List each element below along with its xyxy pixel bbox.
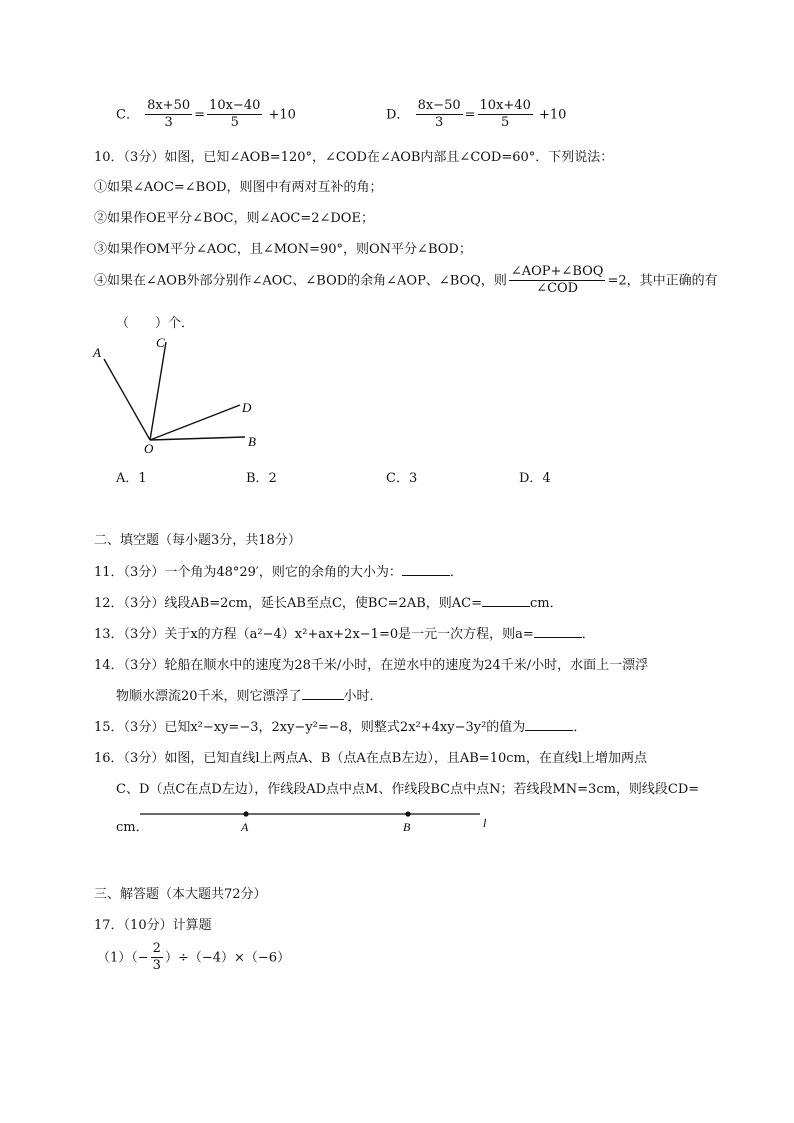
q9-c-tail: +10 xyxy=(268,107,296,123)
q12-tail: cm． xyxy=(530,596,563,611)
q13 xyxy=(94,623,595,642)
q9-d-tail: +10 xyxy=(538,107,567,123)
q16-line-1: 16．（3分）如图，已知直线l上两点A、B（点A在点B左边），且AB=10cm，在直线l上增加两点 xyxy=(94,751,647,766)
q10-s4-fraction xyxy=(509,264,606,298)
fraction-numerator: 10x−40 xyxy=(207,98,262,115)
q9-option-d xyxy=(386,98,566,132)
ray-oa xyxy=(104,359,150,440)
point-a xyxy=(243,811,248,816)
answer-blank xyxy=(525,718,573,731)
fraction-denominator: ∠COD xyxy=(536,281,579,297)
fraction-denominator: 3 xyxy=(164,115,173,131)
q9-option-d-label: D． xyxy=(386,107,410,123)
q16-line-figure xyxy=(138,805,498,835)
line-label-l: l xyxy=(483,816,487,830)
fraction-denominator: 3 xyxy=(434,115,444,131)
q16-line-3: cm． xyxy=(116,820,149,835)
point-label-b: B xyxy=(403,820,411,834)
equals-sign: = xyxy=(194,107,206,123)
fraction-numerator: 2 xyxy=(151,941,163,958)
q10-statement-4 xyxy=(94,264,718,298)
q11-text: 11．（3分）一个角为48°29′，则它的余角的大小为： xyxy=(94,565,402,580)
q11-tail: ． xyxy=(449,565,463,580)
fraction-numerator: ∠AOP+∠BOQ xyxy=(509,264,606,281)
q15-tail: ． xyxy=(573,720,587,735)
fraction-denominator: 3 xyxy=(152,958,161,974)
q12 xyxy=(94,592,563,611)
q10-s4-text: ④如果在∠AOB外部分别作∠AOC、∠BOD的余角∠AOP、∠BOQ，则 xyxy=(94,273,507,289)
equals-sign: = xyxy=(464,107,476,123)
q17-part-1 xyxy=(97,941,290,975)
q14-line-1: 14．（3分）轮船在顺水中的速度为28千米/小时，在逆水中的速度为24千米/小时，水面上一漂浮 xyxy=(94,658,649,673)
q10-option-c: C．3 xyxy=(386,471,418,486)
fraction-numerator: 10x+40 xyxy=(478,98,533,115)
point-label-d: D xyxy=(242,400,252,415)
q15 xyxy=(94,716,586,735)
answer-blank xyxy=(534,625,582,638)
fraction-numerator: 8x−50 xyxy=(416,98,463,115)
fraction-denominator: 5 xyxy=(501,115,510,131)
section-2-title: 二、填空题（每小题3分，共18分） xyxy=(94,533,301,548)
q13-tail: ． xyxy=(581,627,595,642)
q14-line-2 xyxy=(116,685,383,704)
q14-text: 物顺水漂流20千米，则它漂浮了 xyxy=(116,689,302,704)
q10-statement-1: ①如果∠AOC=∠BOD，则图中有两对互补的角； xyxy=(94,180,383,195)
fraction-denominator: 5 xyxy=(230,115,239,131)
q10-stem: 10．（3分）如图，已知∠AOB=120°，∠COD在∠AOB内部且∠COD=60°．下列说法： xyxy=(94,150,614,165)
q9-c-fraction-2 xyxy=(207,98,262,132)
q10-option-d: D．4 xyxy=(519,471,551,486)
q11 xyxy=(94,561,463,580)
point-label-c: C xyxy=(156,335,165,350)
q10-statement-2: ②如果作OE平分∠BOC，则∠AOC=2∠DOE； xyxy=(94,211,374,226)
q9-option-c-label: C． xyxy=(116,107,139,123)
answer-blank xyxy=(402,563,450,576)
q14-tail: 小时． xyxy=(343,689,383,704)
point-label-a: A xyxy=(241,820,249,834)
q10-statement-3: ③如果作OM平分∠AOC，且∠MON=90°，则ON平分∠BOD； xyxy=(94,242,472,257)
point-b xyxy=(405,811,410,816)
q10-option-a: A．1 xyxy=(116,471,147,486)
ray-oc xyxy=(150,342,166,440)
q9-d-fraction-2 xyxy=(478,98,533,132)
q9-option-c xyxy=(116,98,296,132)
point-label-a: A xyxy=(93,345,101,360)
ray-ob xyxy=(150,437,245,440)
answer-blank xyxy=(302,687,344,700)
q17-p1-tail: ）÷（−4）×（−6） xyxy=(164,950,291,966)
q10-answer-paren: （ ）个． xyxy=(116,316,195,331)
q17-fraction xyxy=(151,941,163,975)
q10-option-b: B．2 xyxy=(246,471,277,486)
point-label-b: B xyxy=(248,434,256,449)
point-label-o: O xyxy=(144,441,154,456)
section-3-title: 三、解答题（本大题共72分） xyxy=(94,887,267,902)
q10-s4-tail: =2，其中正确的有 xyxy=(607,273,718,289)
answer-blank xyxy=(482,594,530,607)
q12-text: 12．（3分）线段AB=2cm，延长AB至点C，使BC=2AB，则AC= xyxy=(94,596,482,611)
q17-p1-text: （1）（− xyxy=(97,950,149,966)
q16-line-2: C、D（点C在点D左边），作线段AD点中点M、作线段BC点中点N；若线段MN=3cm，则线段CD= xyxy=(116,782,700,797)
q10-angle-figure xyxy=(90,333,270,458)
q13-text: 13．（3分）关于x的方程（a²−4）x²+ax+2x−1=0是一元一次方程，则a= xyxy=(94,627,534,642)
ray-od xyxy=(150,405,240,440)
q9-d-fraction-1 xyxy=(416,98,463,132)
q9-c-fraction-1 xyxy=(145,98,192,132)
fraction-numerator: 8x+50 xyxy=(145,98,192,115)
q17-stem: 17．（10分）计算题 xyxy=(94,918,212,933)
q15-text: 15．（3分）已知x²−xy=−3，2xy−y²=−8，则整式2x²+4xy−3y²的值为 xyxy=(94,720,526,735)
